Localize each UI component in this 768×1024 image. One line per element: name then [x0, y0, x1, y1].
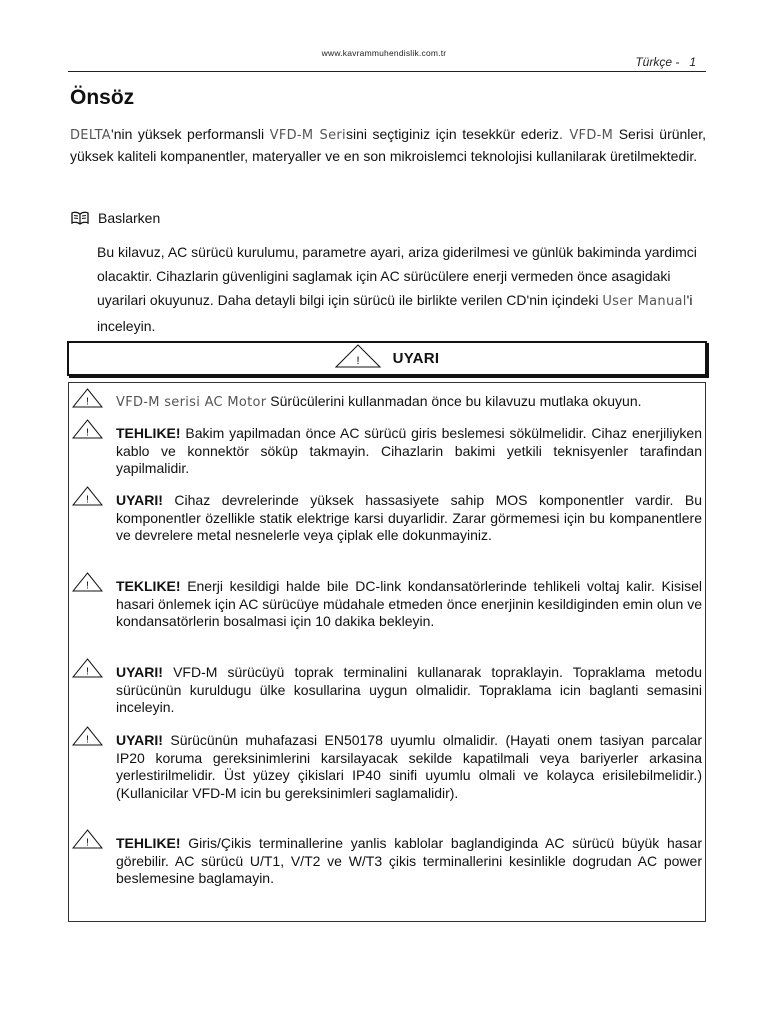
warning-triangle-icon: [335, 344, 381, 368]
getting-started-body: Bu kilavuz, AC sürücü kurulumu, parametre ayari, ariza giderilmesi ve günlük bakiminda yardimci olacaktir. Cihazlarin güvenligini saglamak için AC sürücülere enerji vermeden önce asagidaki uyarilari okuyunuz. Daha detayli bilgi için sürücü ile birlikte verilen CD'nin içindeki User Manual'i inceleyin.: [97, 244, 697, 334]
page-number: Türkçe - 1: [635, 55, 696, 69]
warning-header-label: UYARI: [392, 350, 440, 367]
warning-text: TEKLIKE! Enerji kesildigi halde bile DC-link kondansatörlerinde tehlikeli voltaj kalir. Kisisel hasari önlemek için AC sürücüye müdahale etmeden önce enerjinin kesildiginden emin olun ve kondansatörlerin bosalmasi için 10 dakika bekleyin.: [116, 578, 703, 629]
series-name: VFD-M: [563, 128, 614, 143]
user-manual-ref: User Manual: [602, 294, 687, 309]
warnings-panel: [68, 382, 706, 922]
svg-text:!: !: [86, 580, 89, 592]
book-icon: [71, 211, 89, 225]
svg-text:!: !: [86, 666, 89, 678]
warning-triangle-icon: [72, 658, 103, 678]
warning-text: UYARI! Cihaz devrelerinde yüksek hassasiyete sahip MOS komponentler vardir. Bu komponentler özellikle statik elektrige karsi duyarlidir. Zarar görmemesi için bu kompanentlere ve devrelere metal nesnelerle veya çiplak elle dokunmayiniz.: [116, 492, 702, 543]
warning-triangle-icon: [72, 388, 103, 408]
getting-started-label: Baslarken: [98, 210, 161, 226]
warning-text: VFD-M serisi AC Motor Sürücülerini kullanmadan önce bu kilavuzu mutlaka okuyun.: [116, 393, 642, 410]
svg-text:!: !: [356, 354, 360, 367]
warning-header-box: [67, 341, 707, 376]
series-name: VFD-M Seri: [269, 128, 346, 143]
warning-triangle-icon: [72, 829, 103, 849]
page-title: Önsöz: [70, 86, 135, 109]
svg-text:!: !: [86, 396, 89, 408]
brand-name: DELTA: [70, 128, 112, 143]
warning-triangle-icon: [72, 726, 103, 746]
warning-text: TEHLIKE! Giris/Çikis terminallerine yanlis kablolar baglandiginda AC sürücü büyük hasar görebilir. AC sürücü U/T1, V/T2 ve W/T3 çikis terminallerini kesinlikle dogrudan AC power beslemesine baglamayin.: [116, 835, 702, 886]
warning-text: TEHLIKE! Bakim yapilmadan önce AC sürücü giris beslemesi sökülmelidir. Cihaz enerjiliyken kablo ve konnektör söküp takmayin. Cihazlarin bakimi yetkili teknisyenler tarafindan yapilmalidir.: [116, 425, 703, 476]
warning-text: UYARI! VFD-M sürücüyü toprak terminalini kullanarak topraklayin. Topraklama metodu sürücünün kuruldugu ülke kosullarina uygun olmalidir. Topraklama icin baglanti semasini inceleyin.: [116, 664, 702, 715]
intro-paragraph: DELTA'nin yüksek performansli VFD-M Serisini seçtiginiz için tesekkür ederiz. VFD-M Serisi ürünler, yüksek kaliteli kompanentler, materyaller ve en son mikroislemci teknolojisi kullanilarak üretilmektedir.: [70, 126, 706, 164]
svg-text:!: !: [86, 837, 89, 849]
header-divider: [68, 71, 706, 72]
getting-started-heading: [71, 210, 160, 226]
warning-triangle-icon: [72, 419, 103, 439]
warning-triangle-icon: [72, 486, 103, 506]
svg-text:!: !: [86, 427, 89, 439]
header-url: www.kavrammuhendislik.com.tr: [321, 48, 447, 58]
warning-text: UYARI! Sürücünün muhafazasi EN50178 uyumlu olmalidir. (Hayati onem tasiyan parcalar IP20 koruma gereksinimlerini karsilayacak sekilde kapatilmali veya bariyerler arkasina yerlestirilmelidir. Üst yüzey çikislari IP40 sinifi uyumlu olmali ve kolayca erisilebilmelidir.) (Kullanicilar VFD-M icin bu gereksinimleri saglamalidir).: [116, 732, 703, 801]
svg-text:!: !: [86, 494, 89, 506]
warning-triangle-icon: [72, 572, 103, 592]
svg-text:!: !: [86, 734, 89, 746]
